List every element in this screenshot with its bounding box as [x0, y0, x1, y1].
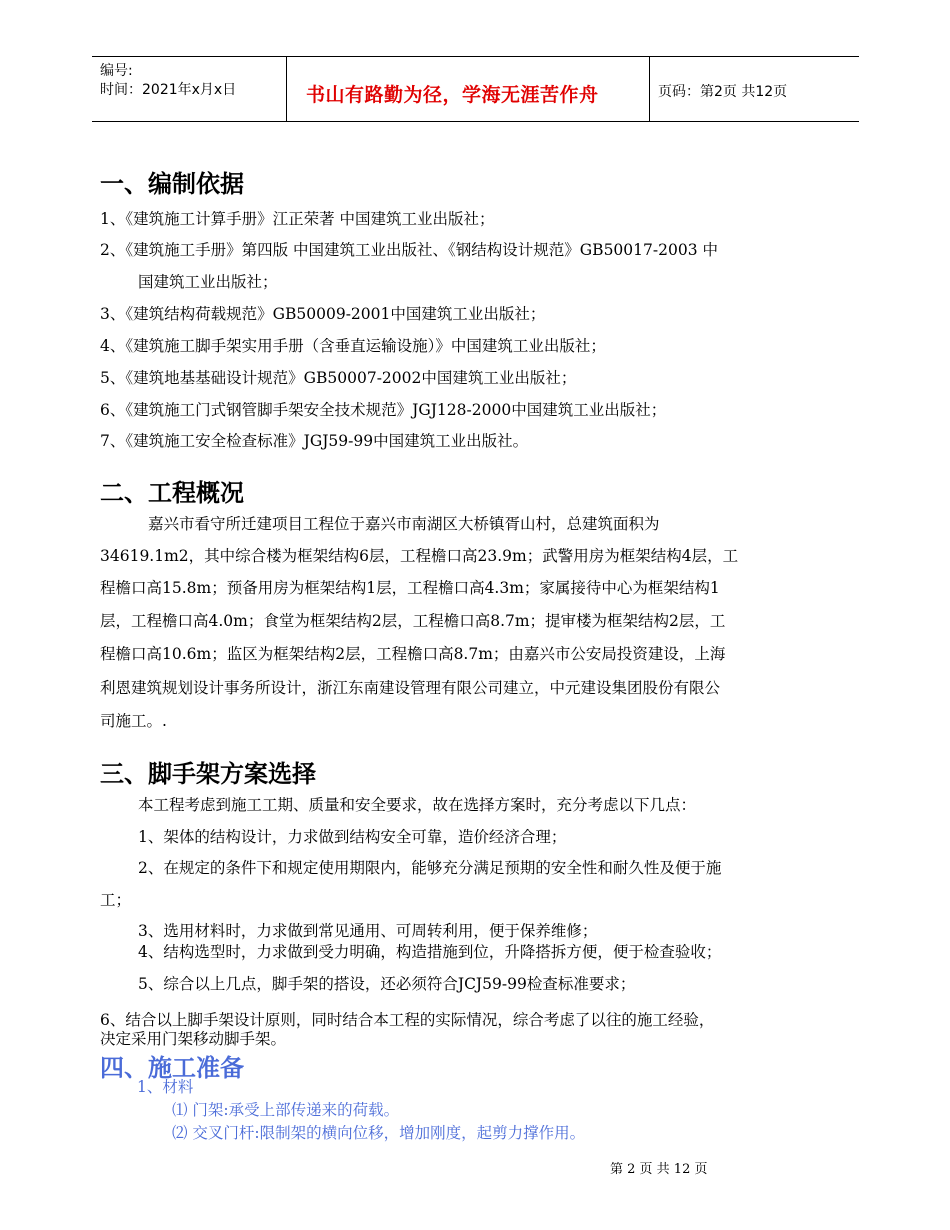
- page-footer: 第 2 页 共 12 页: [610, 1162, 708, 1177]
- s2-line: 34619.1m2，其中综合楼为框架结构6层，工程檐口高23.9m；武警用房为框架结构4层，工: [100, 547, 739, 565]
- s3-line: 2、在规定的条件下和规定使用期限内，能够充分满足预期的安全性和耐久性及便于施: [138, 859, 722, 877]
- s4-item: ⑵ 交叉门杆:限制架的横向位移，增加刚度，起剪力撑作用。: [172, 1124, 586, 1142]
- header-serial-label: 编号:: [100, 63, 133, 79]
- header-divider-right: [649, 56, 650, 122]
- s1-item: 3、《建筑结构荷载规范》GB50009-2001中国建筑工业出版社；: [100, 305, 546, 323]
- s2-line: 程檐口高10.6m；监区为框架结构2层，工程檐口高8.7m；由嘉兴市公安局投资建设，上海: [100, 645, 726, 663]
- s1-item: 6、《建筑施工门式钢管脚手架安全技术规范》JGJ128-2000中国建筑工业出版社；: [100, 401, 667, 419]
- header-top-border: [92, 56, 859, 57]
- s3-line: 决定采用门架移动脚手架。: [100, 1030, 287, 1048]
- s4-subheading: 1、材料: [137, 1078, 194, 1096]
- section-3-title: 三、脚手架方案选择: [100, 760, 316, 788]
- section-1-title: 一、编制依据: [100, 170, 244, 198]
- header-time-label: 时间：2021年x月x日: [100, 82, 237, 98]
- s1-item: 4、《建筑施工脚手架实用手册（含垂直运输设施）》中国建筑工业出版社；: [100, 337, 606, 355]
- section-2-title: 二、工程概况: [100, 479, 244, 507]
- s3-line: 4、结构选型时，力求做到受力明确，构造措施到位，升降搭拆方便，便于检查验收；: [138, 943, 722, 961]
- s1-item: 2、《建筑施工手册》第四版 中国建筑工业出版社、《钢结构设计规范》GB50017-2003 中: [100, 241, 718, 259]
- s2-line: 层，工程檐口高4.0m；食堂为框架结构2层，工程檐口高8.7m；提审楼为框架结构2层，工: [100, 612, 726, 630]
- header-motto: 书山有路勤为径，学海无涯苦作舟: [306, 84, 599, 106]
- s3-line: 工；: [100, 891, 132, 909]
- s2-line: 司施工。.: [100, 712, 167, 730]
- header-page-info: 页码：第2页 共12页: [658, 84, 788, 100]
- header-bottom-border: [92, 121, 859, 122]
- s3-line: 5、综合以上几点，脚手架的搭设，还必须符合JCJ59-99检查标准要求；: [138, 975, 636, 993]
- section-4-title: 四、施工准备: [100, 1054, 244, 1082]
- header-divider-left: [286, 56, 287, 122]
- s4-item: ⑴ 门架:承受上部传递来的荷载。: [172, 1101, 400, 1119]
- s2-line: 嘉兴市看守所迁建项目工程位于嘉兴市南湖区大桥镇胥山村，总建筑面积为: [148, 515, 660, 533]
- s2-line: 利恩建筑规划设计事务所设计，浙江东南建设管理有限公司建立，中元建设集团股份有限公: [100, 679, 721, 697]
- s1-item: 1、《建筑施工计算手册》江正荣著 中国建筑工业出版社；: [100, 210, 495, 228]
- s1-item: 国建筑工业出版社；: [138, 273, 278, 291]
- s3-line: 6、结合以上脚手架设计原则，同时结合本工程的实际情况，综合考虑了以往的施工经验，: [100, 1011, 715, 1029]
- s2-line: 程檐口高15.8m；预备用房为框架结构1层，工程檐口高4.3m；家属接待中心为框架结构1: [100, 579, 720, 597]
- s3-line: 本工程考虑到施工工期、质量和安全要求，故在选择方案时，充分考虑以下几点：: [138, 796, 697, 814]
- s1-item: 5、《建筑地基基础设计规范》GB50007-2002中国建筑工业出版社；: [100, 369, 577, 387]
- s3-line: 3、选用材料时，力求做到常见通用、可周转利用，便于保养维修；: [138, 922, 598, 940]
- s1-item: 7、《建筑施工安全检查标准》JGJ59-99中国建筑工业出版社。: [100, 432, 529, 450]
- s3-line: 1、架体的结构设计，力求做到结构安全可靠，造价经济合理；: [138, 828, 567, 846]
